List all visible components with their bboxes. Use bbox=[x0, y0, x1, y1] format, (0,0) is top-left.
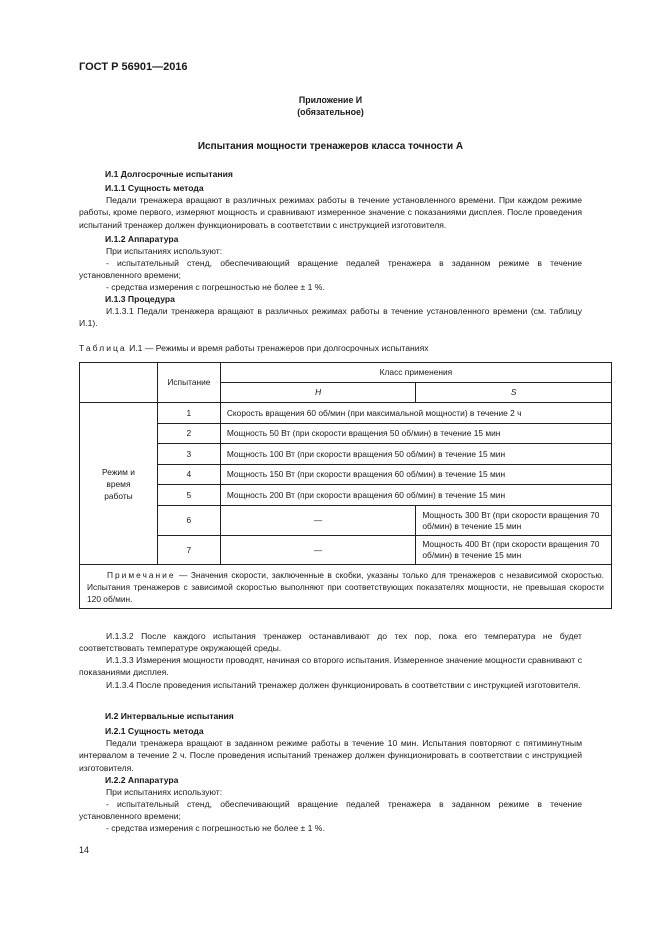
table-header-empty bbox=[80, 363, 158, 403]
table-caption bbox=[79, 342, 429, 354]
table-header-test: Испытание bbox=[157, 363, 220, 403]
table-row bbox=[80, 506, 612, 536]
section-heading-2: И.2 Интервальные испытания bbox=[105, 711, 234, 721]
paragraph-1-3-4: И.1.3.4 После проведения испытаний тренажер должен функционировать в соответствии с инструкцией изготовителя. bbox=[106, 680, 581, 690]
table-header-class: Класс применения bbox=[220, 363, 611, 383]
table-header-class-s: S bbox=[416, 383, 612, 403]
test-number: 1 bbox=[157, 403, 220, 424]
table-row bbox=[80, 444, 612, 465]
table-caption-word: Таблица bbox=[79, 343, 127, 353]
paragraph-1-2-intro: При испытаниях используют: bbox=[106, 246, 223, 256]
page-title-text: Испытания мощности тренажеров класса точности А bbox=[197, 141, 464, 152]
appendix-subtitle: (обязательное) bbox=[297, 107, 364, 117]
table-caption-text: И.1 — Режимы и время работы тренажеров при долгосрочных испытаниях bbox=[129, 343, 429, 353]
row-group-label: Режим и время работы bbox=[80, 403, 158, 565]
mode-text: Скорость вращения 60 об/мин (при максимальной мощности) в течение 2 ч bbox=[220, 403, 611, 424]
subsection-heading-1-1: И.1.1 Сущность метода bbox=[105, 183, 204, 193]
paragraph-1-2-item1: - испытательный стенд, обеспечивающий вращение педалей тренажера в заданном режиме в течение установленного времени; bbox=[79, 258, 582, 281]
subsection-heading-1-2: И.1.2 Аппаратура bbox=[105, 234, 179, 244]
note-label: Примечание bbox=[107, 570, 176, 580]
subsection-heading-2-1: И.2.1 Сущность метода bbox=[105, 726, 204, 736]
paragraph-1-2-item2: - средства измерения с погрешностью не более ± 1 %. bbox=[106, 282, 325, 292]
paragraph-2-2-intro: При испытаниях используют: bbox=[106, 787, 223, 797]
page-title bbox=[0, 141, 661, 153]
paragraph-2-1: Педали тренажера вращают в заданном режиме работы в течение 10 мин. Испытания повторяют с пятиминутным интервалом в течение 2 ч. После проведения испытаний тренажер должен функционировать в соответствии с инструкцией изготовителя. bbox=[79, 738, 582, 773]
table-row bbox=[80, 465, 612, 485]
table-note bbox=[80, 565, 612, 609]
document-code: ГОСТ Р 56901—2016 bbox=[79, 61, 188, 73]
mode-text: Мощность 150 Вт (при скорости вращения 60 об/мин) в течение 15 мин bbox=[220, 465, 611, 485]
note-text: — Значения скорости, заключенные в скобки, указаны только для тренажеров с независимой скоростью. Испытания тренажеров с зависимой скоростью выполняют при соответствующих показателях мощности, не превышая скорости 120 об/мин. bbox=[87, 570, 604, 604]
class-h-value: — bbox=[220, 536, 416, 565]
test-number: 2 bbox=[157, 424, 220, 444]
paragraph-2-2-item2: - средства измерения с погрешностью не более ± 1 %. bbox=[106, 823, 325, 833]
class-s-value: Мощность 400 Вт (при скорости вращения 70 об/мин) в течение 15 мин bbox=[416, 536, 612, 565]
test-number: 5 bbox=[157, 485, 220, 506]
table-header-class-h: H bbox=[220, 383, 416, 403]
section-heading-1: И.1 Долгосрочные испытания bbox=[105, 169, 233, 179]
class-h-value: — bbox=[220, 506, 416, 536]
table-row bbox=[80, 424, 612, 444]
mode-text: Мощность 100 Вт (при скорости вращения 50 об/мин) в течение 15 мин bbox=[220, 444, 611, 465]
test-number: 6 bbox=[157, 506, 220, 536]
table-note-row bbox=[80, 565, 612, 609]
test-number: 3 bbox=[157, 444, 220, 465]
paragraph-1-1: Педали тренажера вращают в различных режимах работы в течение установленного времени. При каждом режиме работы, кроме первого, измеряют мощность и сравнивают измеренное значение с показаниями дисплея. После проведения испытаний тренажер должен функционировать в соответствии с инструкцией изготовителя. bbox=[79, 195, 582, 230]
test-number: 7 bbox=[157, 536, 220, 565]
subsection-heading-2-2: И.2.2 Аппаратура bbox=[105, 775, 179, 785]
mode-text: Мощность 50 Вт (при скорости вращения 50 об/мин) в течение 15 мин bbox=[220, 424, 611, 444]
paragraph-1-3-3: И.1.3.3 Измерения мощности проводят, начиная со второго испытания. Измеренное значение мощности сравнивают с показаниями дисплея. bbox=[79, 655, 582, 678]
paragraph-1-3-2: И.1.3.2 После каждого испытания тренажер останавливают до тех пор, пока его температура не будет соответствовать температуре окружающей среды. bbox=[79, 631, 582, 654]
subsection-heading-1-3: И.1.3 Процедура bbox=[105, 294, 175, 304]
test-number: 4 bbox=[157, 465, 220, 485]
table-row bbox=[80, 403, 612, 424]
class-s-value: Мощность 300 Вт (при скорости вращения 70 об/мин) в течение 15 мин bbox=[416, 506, 612, 536]
modes-table bbox=[79, 362, 612, 609]
paragraph-2-2-item1: - испытательный стенд, обеспечивающий вращение педалей тренажера в заданном режиме в течение установленного времени; bbox=[79, 799, 582, 822]
table-row bbox=[80, 536, 612, 565]
appendix-title: Приложение И bbox=[298, 95, 363, 105]
mode-text: Мощность 200 Вт (при скорости вращения 60 об/мин) в течение 15 мин bbox=[220, 485, 611, 506]
table-row bbox=[80, 485, 612, 506]
paragraph-1-3-1: И.1.3.1 Педали тренажера вращают в различных режимах работы в течение установленного времени (см. таблицу И.1). bbox=[79, 306, 582, 329]
page-number: 14 bbox=[79, 845, 90, 855]
